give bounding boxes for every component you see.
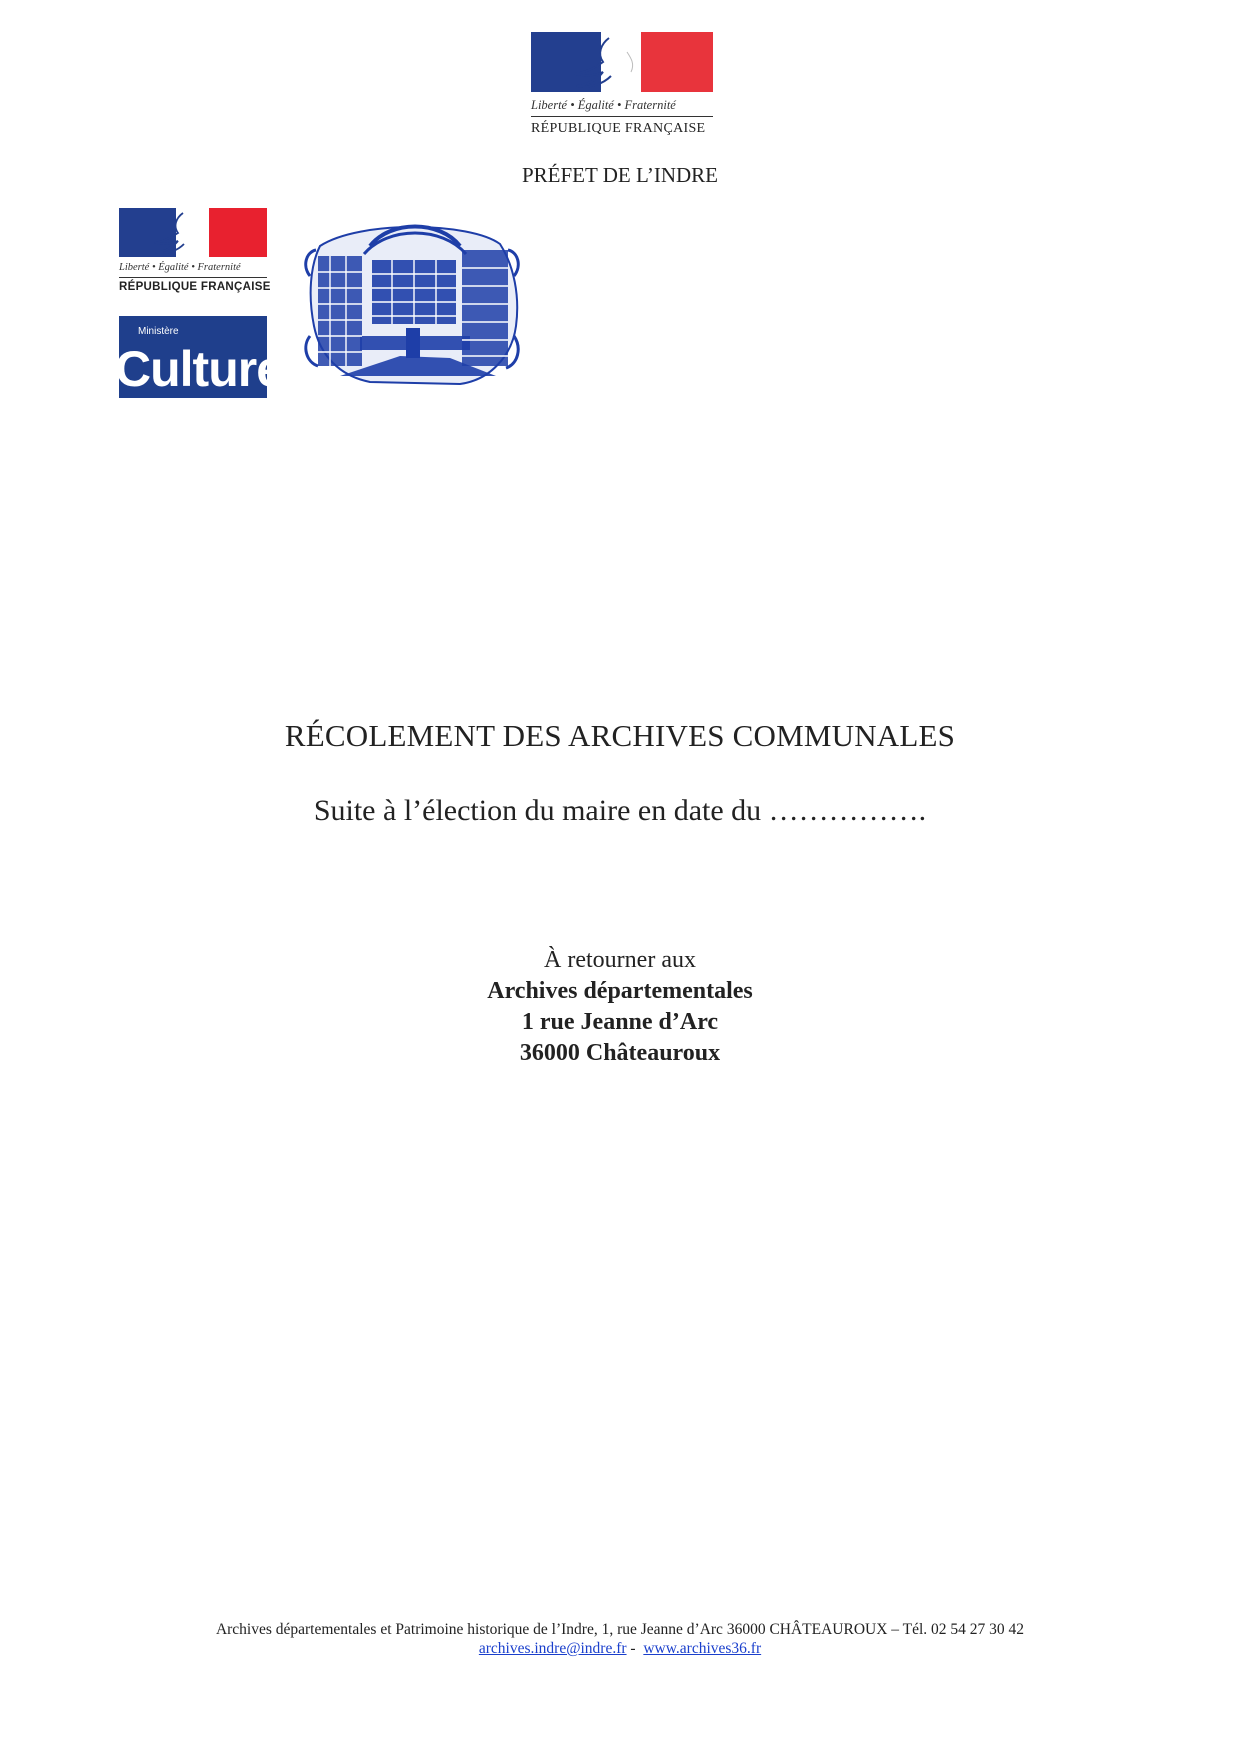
- page-footer: [0, 1620, 1240, 1658]
- republique-francaise-logo: [531, 32, 713, 140]
- divider: [119, 277, 267, 278]
- return-intro: À retourner aux: [544, 947, 696, 973]
- footer-contacts: [0, 1639, 1240, 1658]
- divider: [531, 116, 713, 117]
- return-line-1: Archives départementales: [487, 978, 753, 1004]
- document-subtitle: Suite à l’élection du maire en date du …………….: [313, 794, 927, 827]
- return-line-2: 1 rue Jeanne d’Arc: [521, 1009, 719, 1035]
- republic-label: RÉPUBLIQUE FRANÇAISE: [531, 121, 706, 136]
- motto: Liberté • Égalité • Fraternité: [119, 262, 241, 273]
- ministere-culture-logo: [115, 316, 283, 398]
- tricolor-flag-icon: [119, 208, 267, 257]
- prefect-heading: PRÉFET DE L’INDRE: [521, 163, 718, 187]
- return-line-3: 36000 Châteauroux: [519, 1040, 721, 1066]
- archives-engraving-icon: [300, 216, 524, 388]
- culture-wordmark: Culture: [115, 341, 283, 397]
- email-link[interactable]: archives.indre@indre.fr: [478, 1640, 627, 1657]
- ministry-label: Ministère: [138, 326, 179, 337]
- document-title: RÉCOLEMENT DES ARCHIVES COMMUNALES: [284, 718, 956, 753]
- republique-francaise-logo-small: [119, 208, 271, 298]
- motto: Liberté • Égalité • Fraternité: [531, 98, 676, 112]
- footer-separator: -: [626, 1640, 644, 1657]
- tricolor-flag-icon: [531, 32, 713, 92]
- footer-address: Archives départementales et Patrimoine historique de l’Indre, 1, rue Jeanne d’Arc 36000 CHÂTEAUROUX – Tél. 02 54 27 30 42: [215, 1621, 1025, 1638]
- return-address: [0, 945, 1240, 1069]
- republic-label: RÉPUBLIQUE FRANÇAISE: [119, 281, 271, 293]
- website-link[interactable]: www.archives36.fr: [643, 1640, 762, 1657]
